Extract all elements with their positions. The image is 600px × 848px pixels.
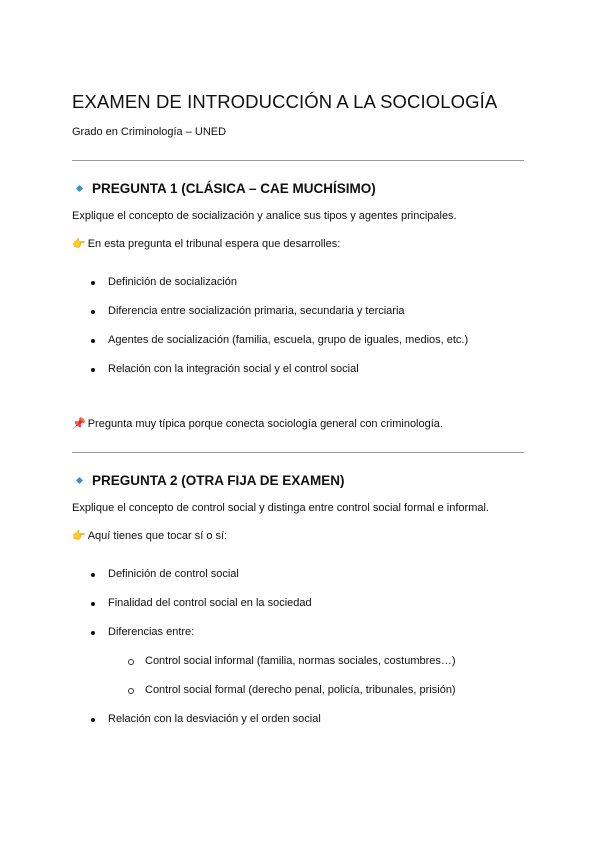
bullet-dot xyxy=(91,339,95,343)
question-1-note-text: Pregunta muy típica porque conecta sociología general con criminología. xyxy=(87,418,443,430)
divider-1 xyxy=(72,160,524,161)
list-item: Agentes de socialización (familia, escuela, grupo de iguales, medios, etc.) xyxy=(108,334,469,346)
question-2-hint-text: Aquí tienes que tocar sí o sí: xyxy=(87,530,228,542)
blue-diamond-icon xyxy=(76,185,83,192)
pointing-hand-icon: 👉 xyxy=(72,530,86,542)
question-1-hint xyxy=(72,237,340,250)
list-item: Definición de socialización xyxy=(108,276,238,288)
question-1-note xyxy=(72,417,443,430)
sub-bullet-circle xyxy=(128,688,134,694)
question-1-prompt: Explique el concepto de socialización y analice sus tipos y agentes principales. xyxy=(72,210,457,222)
bullet-dot xyxy=(91,368,95,372)
list-item: Relación con la integración social y el control social xyxy=(108,363,359,375)
list-item: Finalidad del control social en la sociedad xyxy=(108,597,312,609)
bullet-dot xyxy=(91,573,95,577)
bullet-dot xyxy=(91,281,95,285)
sub-bullet-circle xyxy=(128,659,134,665)
document-subtitle: Grado en Criminología – UNED xyxy=(72,126,227,138)
question-2-heading: PREGUNTA 2 (OTRA FIJA DE EXAMEN) xyxy=(92,473,345,488)
bullet-dot xyxy=(91,631,95,635)
divider-2 xyxy=(72,452,524,453)
pushpin-icon: 📌 xyxy=(72,418,86,430)
bullet-dot xyxy=(91,310,95,314)
blue-diamond-icon xyxy=(76,477,83,484)
sub-list-item: Control social informal (familia, normas sociales, costumbres…) xyxy=(145,655,456,667)
list-item: Diferencia entre socialización primaria, secundaria y terciaria xyxy=(108,305,405,317)
question-2-hint xyxy=(72,529,227,542)
bullet-dot xyxy=(91,718,95,722)
question-1-heading: PREGUNTA 1 (CLÁSICA – CAE MUCHÍSIMO) xyxy=(92,181,376,196)
sub-list-item: Control social formal (derecho penal, policía, tribunales, prisión) xyxy=(145,684,456,696)
pointing-hand-icon: 👉 xyxy=(72,238,86,250)
list-item: Definición de control social xyxy=(108,568,239,580)
question-1-hint-text: En esta pregunta el tribunal espera que desarrolles: xyxy=(87,238,341,250)
bullet-dot xyxy=(91,602,95,606)
list-item: Diferencias entre: xyxy=(108,626,195,638)
list-item: Relación con la desviación y el orden social xyxy=(108,713,321,725)
question-2-prompt: Explique el concepto de control social y distinga entre control social formal e informal. xyxy=(72,502,489,514)
document-title: EXAMEN DE INTRODUCCIÓN A LA SOCIOLOGÍA xyxy=(72,91,498,112)
